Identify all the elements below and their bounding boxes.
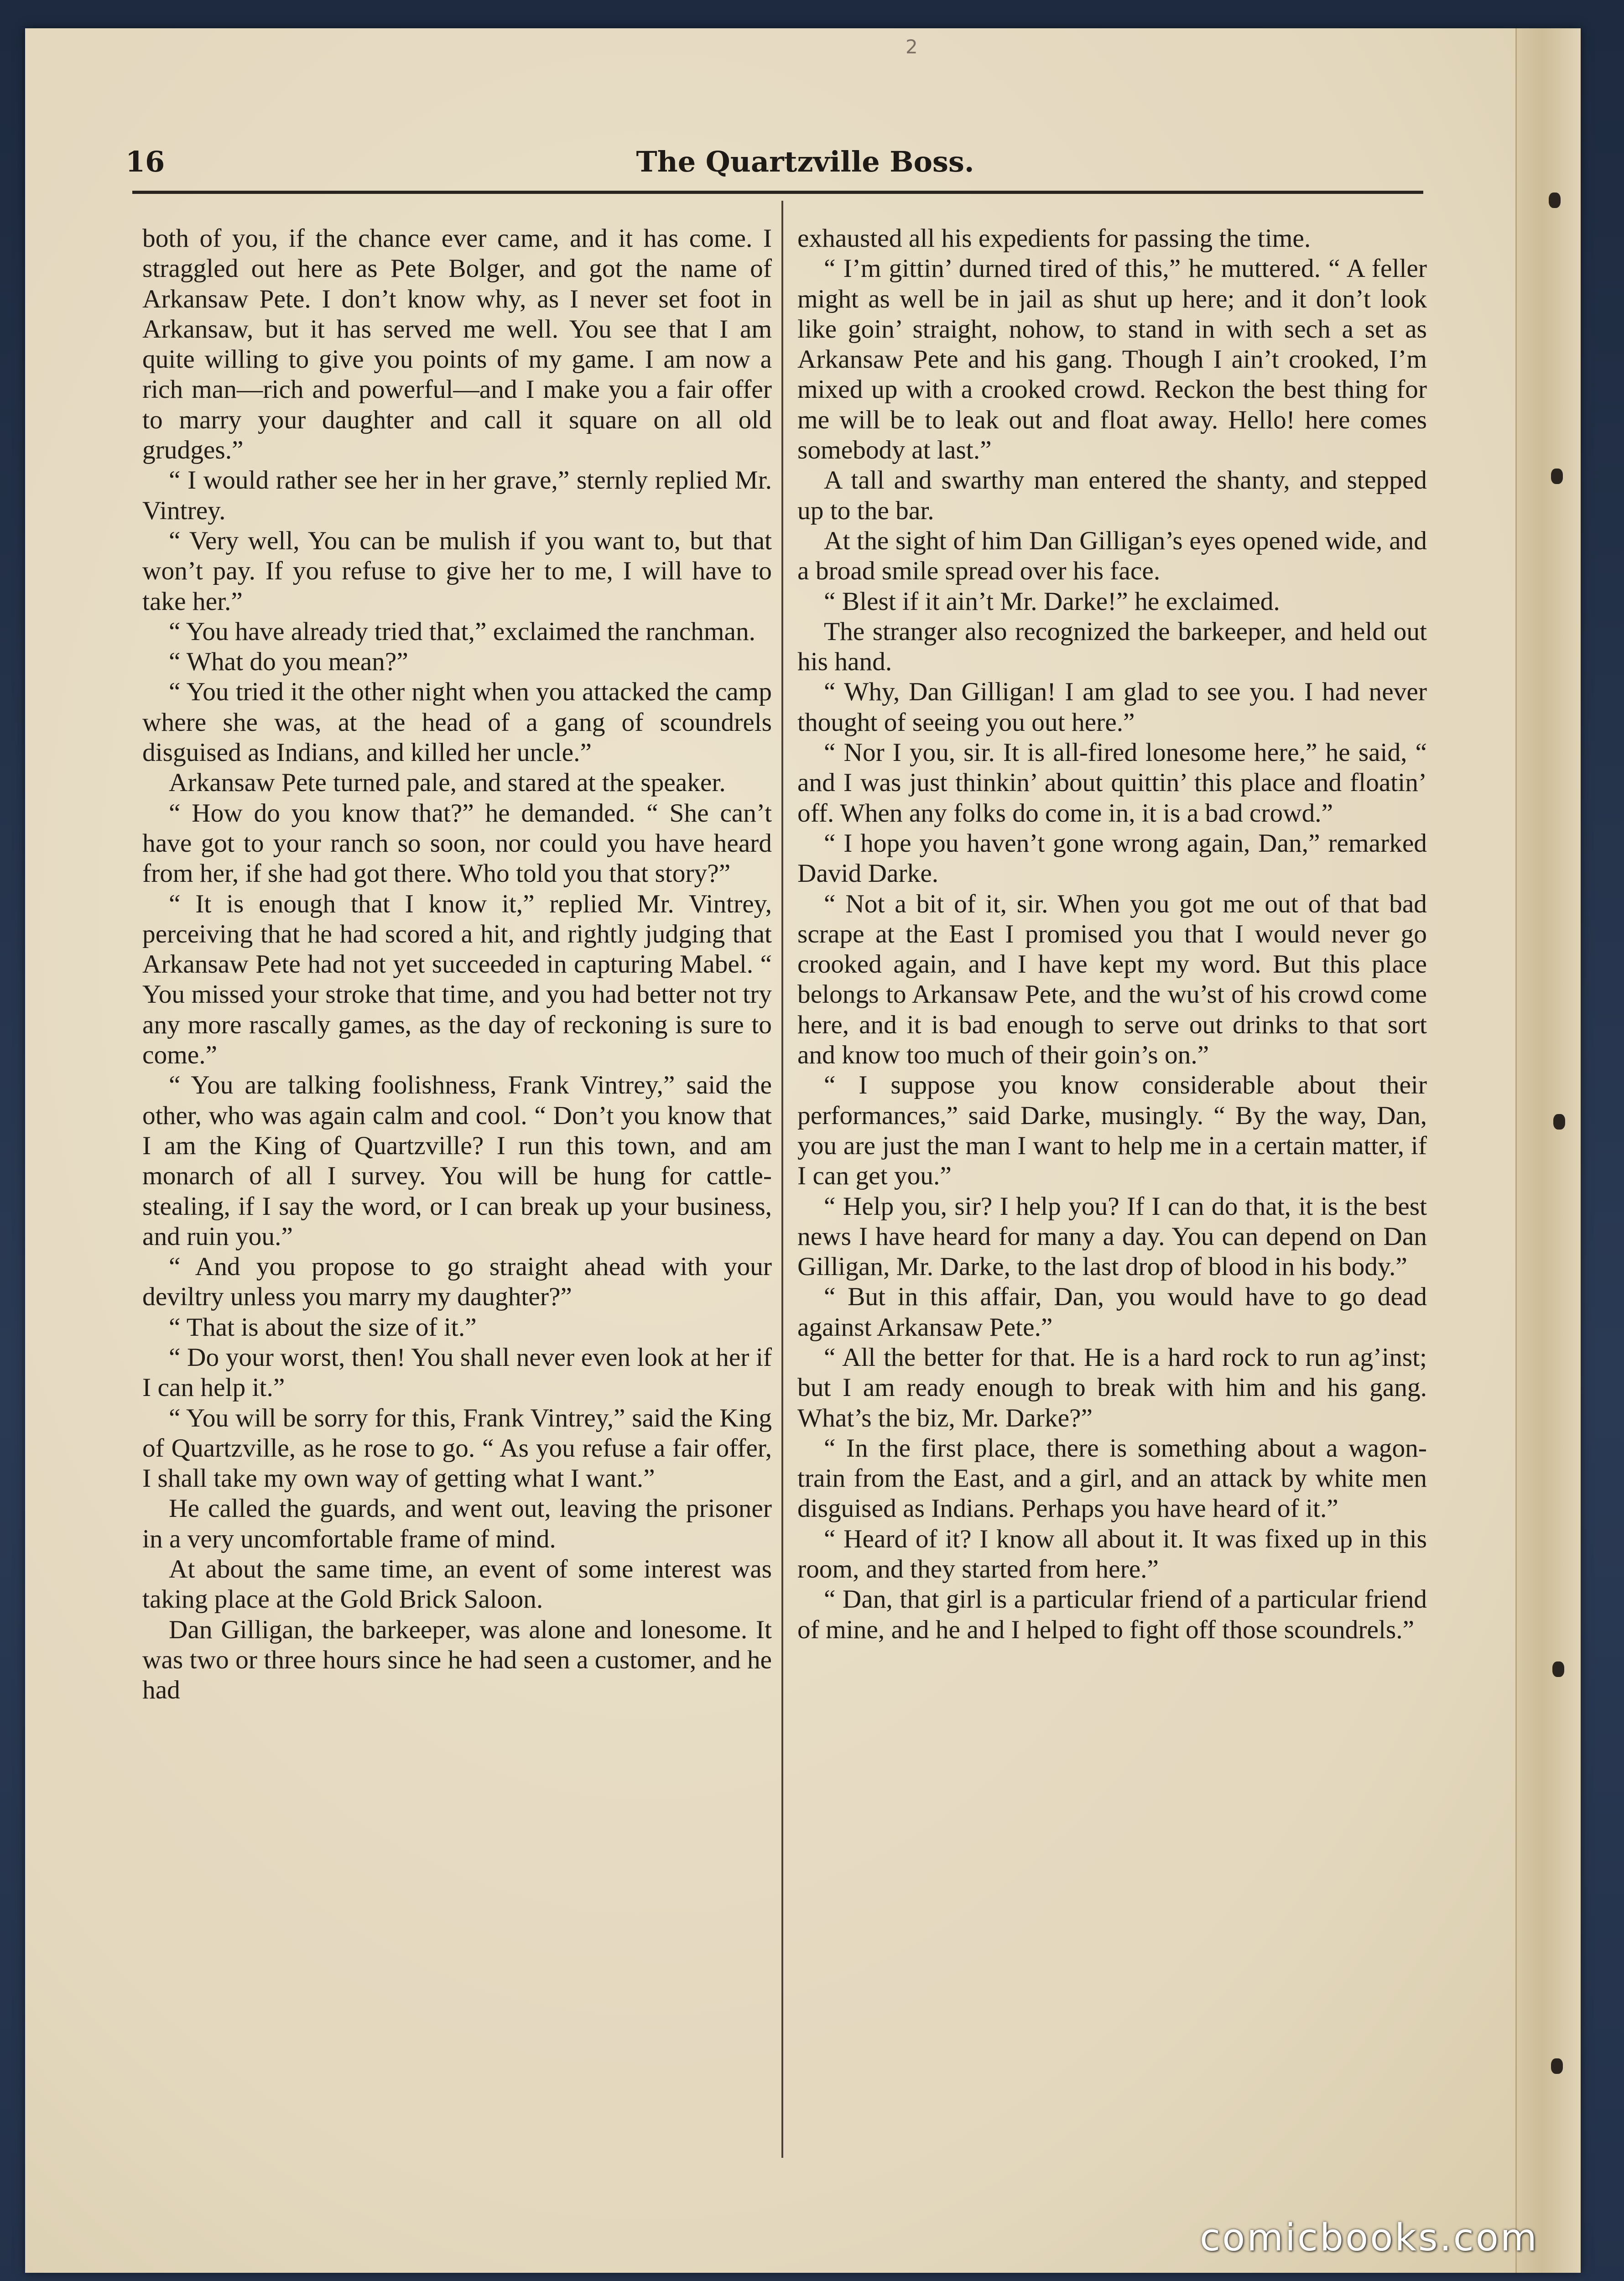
paragraph: “ Blest if it ain’t Mr. Darke!” he exclaimed. (824, 587, 1280, 616)
paragraph: “ But in this affair, Dan, you would have to go dead against Arkansaw Pete.” (797, 1282, 1427, 1342)
paragraph: “ Very well, You can be mulish if you want to, but that won’t pay. If you refuse to give her to me, I will have to take her.” (142, 526, 772, 616)
paragraph: He called the guards, and went out, leaving the prisoner in a very uncomfortable frame of mind. (142, 1494, 772, 1553)
paragraph: “ It is enough that I know it,” replied Mr. Vintrey, perceiving that he had scored a hit, and rightly judging that Arkansaw Pete had not yet succeeded in capturing Mabel. “ You missed your stroke that time, and you had better not try any more rascally games, as the day of reckoning is sure to come.” (142, 889, 772, 1070)
paragraph: “ How do you know that?” he demanded. “ She can’t have got to your ranch so soon, nor could you have heard from her, if she had got there. Who told you that story?” (142, 798, 772, 888)
right-column (797, 224, 1427, 1645)
running-title: The Quartzville Boss. (636, 145, 974, 178)
paragraph: “ I would rather see her in her grave,” sternly replied Mr. Vintrey. (142, 466, 772, 525)
paragraph: “ That is about the size of it.” (169, 1312, 477, 1342)
paragraph: “ Help you, sir? I help you? If I can do that, it is the best news I have heard for many a day. You can depend on Dan Gilligan, Mr. Darke, to the last drop of blood in his body.” (797, 1192, 1427, 1281)
paragraph: A tall and swarthy man entered the shanty, and stepped up to the bar. (797, 466, 1427, 525)
paragraph: “ I’m gittin’ durned tired of this,” he muttered. “ A feller might as well be in jail as shut up here; and it don’t look like goin’ straight, nohow, to stand in with sech a set as Arkansaw Pete and his gang. Though I ain’t crooked, I’m mixed up with a crooked crowd. Reckon the best thing for me will be to leak out and float away. Hello! here comes somebody at last.” (797, 254, 1427, 465)
paragraph: “ All the better for that. He is a hard rock to run ag’inst; but I am ready enough to break with him and his gang. What’s the biz, Mr. Darke?” (797, 1343, 1427, 1432)
paragraph: The stranger also recognized the barkeeper, and held out his hand. (797, 617, 1427, 677)
paragraph: At about the same time, an event of some interest was taking place at the Gold Brick Saloon. (142, 1555, 772, 1614)
column-divider (781, 201, 783, 2158)
pencil-mark: 2 (906, 36, 918, 58)
paragraph: “ Heard of it? I know all about it. It was fixed up in this room, and they started from here.” (797, 1524, 1427, 1584)
paragraph: “ Why, Dan Gilligan! I am glad to see you. I had never thought of seeing you out here.” (797, 677, 1427, 737)
staple-mark (1553, 1114, 1565, 1130)
paragraph: “ Nor I you, sir. It is all-fired lonesome here,” he said, “ and I was just thinkin’ about quittin’ this place and floatin’ off. When any folks do come in, it is a bad crowd.” (797, 738, 1427, 828)
paragraph: At the sight of him Dan Gilligan’s eyes opened wide, and a broad smile spread over his face. (797, 526, 1427, 586)
paragraph: Dan Gilligan, the barkeeper, was alone and lonesome. It was two or three hours since he had seen a customer, and he had (142, 1615, 772, 1705)
paragraph: Arkansaw Pete turned pale, and stared at the speaker. (169, 768, 726, 797)
page-spine (1515, 28, 1581, 2273)
paragraph: “ I hope you haven’t gone wrong again, Dan,” remarked David Darke. (797, 828, 1427, 888)
paragraph: “ Dan, that girl is a particular friend of a particular friend of mine, and he and I helped to fight off those scoundrels.” (797, 1585, 1427, 1644)
paragraph: both of you, if the chance ever came, and it has come. I straggled out here as Pete Bolger, and got the name of Arkansaw Pete. I don’t know why, as I never set foot in Arkansaw, but it has served me well. You see that I am quite willing to give you points of my game. I am now a rich man—rich and powerful—and I make you a fair offer to marry your daughter and call it square on all old grudges.” (142, 224, 772, 465)
staple-mark (1551, 2058, 1563, 2074)
left-column (142, 224, 772, 1706)
paragraph: “ In the first place, there is something about a wagon-train from the East, and a girl, and an attack by white men disguised as Indians. Perhaps you have heard of it.” (797, 1433, 1427, 1523)
paragraph: “ You tried it the other night when you attacked the camp where she was, at the head of a gang of scoundrels disguised as Indians, and killed her uncle.” (142, 677, 772, 767)
header-rule (132, 191, 1423, 194)
staple-mark (1552, 1661, 1564, 1677)
watermark: comicbooks.com (1200, 2216, 1539, 2260)
paragraph: “ You will be sorry for this, Frank Vintrey,” said the King of Quartzville, as he rose to go. “ As you refuse a fair offer, I shall take my own way of getting what I want.” (142, 1403, 772, 1493)
page-header (125, 141, 1421, 182)
paragraph: exhausted all his expedients for passing the time. (797, 224, 1311, 253)
paragraph: “ You have already tried that,” exclaimed the ranchman. (169, 617, 755, 646)
staple-mark (1549, 193, 1561, 208)
paragraph: “ You are talking foolishness, Frank Vintrey,” said the other, who was again calm and cool. “ Don’t you know that I am the King of Quartzville? I run this town, and am monarch of all I survey. You will be hung for cattle-stealing, if I say the word, or I can break up your business, and ruin you.” (142, 1071, 772, 1251)
paragraph: “ I suppose you know considerable about their performances,” said Darke, musingly. “ By the way, Dan, you are just the man I want to help me in a certain matter, if I can get you.” (797, 1071, 1427, 1191)
staple-mark (1551, 469, 1563, 484)
paragraph: “ Do your worst, then! You shall never even look at her if I can help it.” (142, 1343, 772, 1402)
paragraph: “ Not a bit of it, sir. When you got me out of that bad scrape at the East I promised you that I would never go crooked again, and I have kept my word. But this place belongs to Arkansaw Pete, and the wu’st of his crowd come here, and it is bad enough to serve out drinks to that sort and know too much of their goin’s on.” (797, 889, 1427, 1070)
page-number: 16 (125, 145, 165, 178)
paragraph: “ What do you mean?” (169, 647, 408, 677)
paragraph: “ And you propose to go straight ahead with your deviltry unless you marry my daughter?” (142, 1252, 772, 1312)
